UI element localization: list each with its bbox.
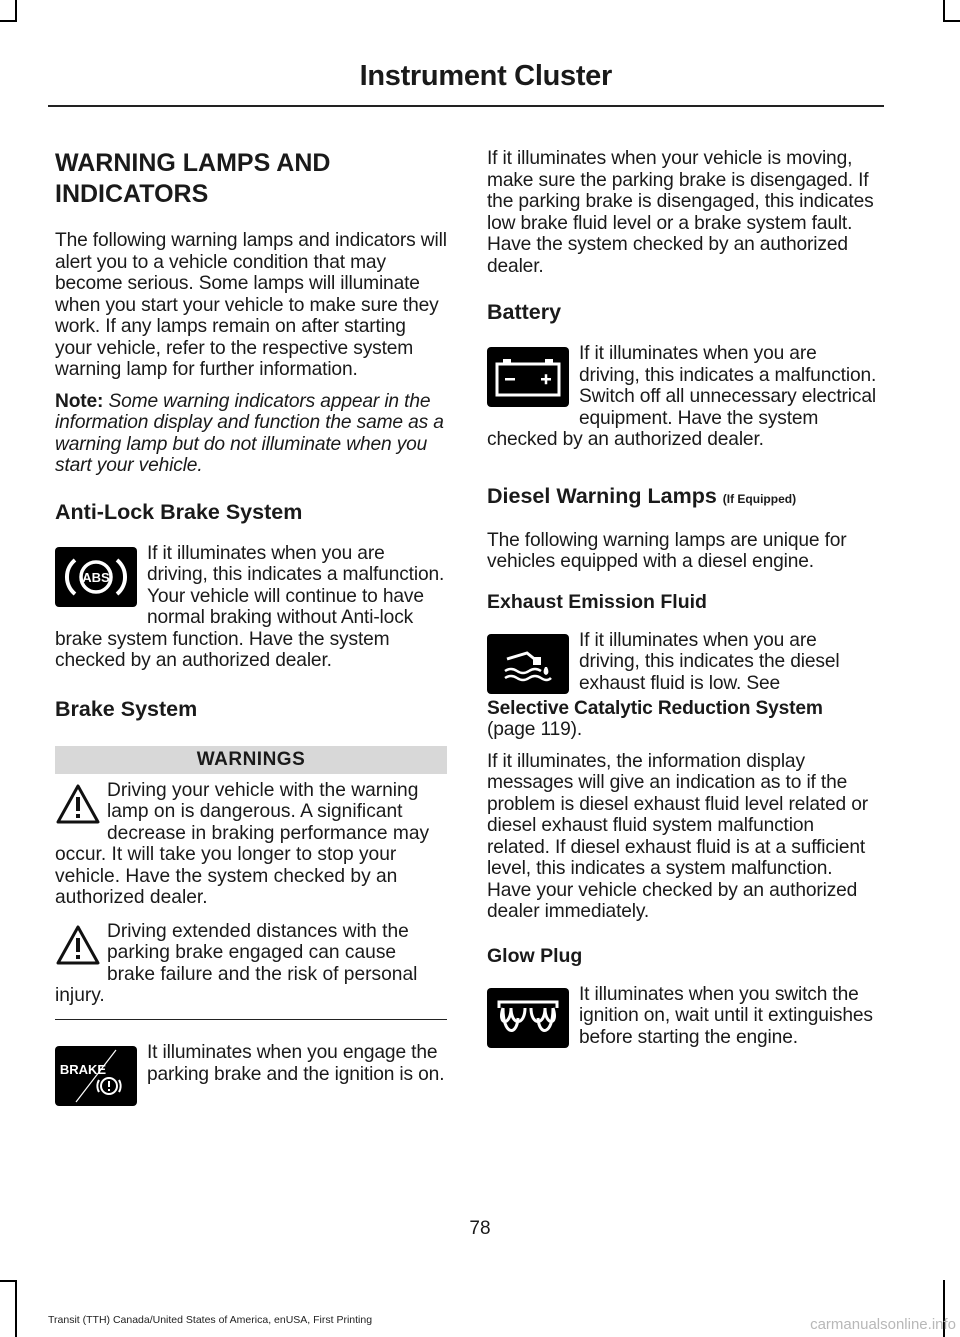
abs-heading: Anti-Lock Brake System [55, 499, 303, 524]
exhaust-fluid-icon [487, 634, 569, 694]
note-paragraph [55, 391, 447, 477]
crop-mark [943, 0, 945, 22]
battery-heading: Battery [487, 300, 562, 324]
brake-warning-1 [55, 780, 447, 909]
brake-warning-2 [55, 921, 447, 1007]
intro-paragraph: The following warning lamps and indicators will alert you to a vehicle condition that may become serious. Some lamps will illuminate when you start your vehicle to make sure they work. If any lamps remain on after starting your vehicle, refer to the respective system warning lamp for further information. [55, 230, 447, 380]
def-reference [487, 698, 879, 741]
brake-warning-icon [55, 1046, 137, 1106]
caution-triangle-icon [55, 782, 101, 826]
brake-icon-text: BRAKE [59, 1062, 107, 1077]
abs-warning-icon [55, 547, 137, 607]
warnings-bar: WARNINGS [55, 746, 447, 774]
brake-warning-2-text: Driving extended distances with the parking brake engaged can cause brake failure and the risk of personal injury. [55, 920, 418, 1006]
page-number: 78 [469, 1218, 491, 1239]
brake-lamp-text: It illuminates when you engage the parking brake and the ignition is on. [147, 1042, 445, 1085]
warnings-divider [55, 1019, 447, 1021]
note-label: Note: [55, 390, 104, 412]
crop-mark [0, 1280, 17, 1282]
abs-text: If it illuminates when you are driving, this indicates a malfunction. Your vehicle will continue to have normal braking without Anti-lock brake system function. Have the system checked by an authorized dealer. [55, 542, 445, 671]
brake-warning-1-text: Driving your vehicle with the warning lamp on is dangerous. A significant decrease in braking performance may occur. It will take you longer to stop your vehicle. Have the system checked by an authorized dealer. [55, 779, 430, 908]
header-divider [48, 105, 884, 107]
scr-link[interactable]: Selective Catalytic Reduction System [487, 697, 823, 719]
battery-icon [487, 347, 569, 407]
glow-plug-heading: Glow Plug [487, 944, 583, 967]
abs-icon-text: ABS [82, 569, 110, 585]
crop-mark [0, 20, 17, 22]
diesel-intro: The following warning lamps are unique for vehicles equipped with a diesel engine. [487, 529, 847, 572]
battery-block [487, 343, 879, 461]
watermark: carmanualsonline.info [810, 1316, 956, 1333]
note-text: Some warning indicators appear in the information display and function the same as a warning lamp but do not illuminate when you start your vehicle. [55, 390, 444, 476]
def-block [487, 630, 879, 751]
glow-plug-block [487, 984, 879, 1059]
crop-mark [15, 1280, 17, 1337]
crop-mark [15, 0, 17, 22]
def-text-body: If it illuminates when you are driving, this indicates the diesel exhaust fluid is low. See [579, 629, 840, 694]
right-column [487, 148, 879, 1058]
glow-plug-icon [487, 988, 569, 1048]
crop-mark [943, 20, 960, 22]
brake-lamp-block [55, 1042, 447, 1110]
diesel-heading [487, 483, 879, 512]
diesel-heading-text: Diesel Warning Lamps [487, 483, 717, 508]
brake-continued-text: If it illuminates when your vehicle is moving, make sure the parking brake is disengaged. If the parking brake is disengaged, this indicates low brake fluid level or a brake system fault. Have the system checked by an authorized dealer. [487, 148, 874, 277]
caution-triangle-icon [55, 923, 101, 967]
diesel-heading-suffix: (If Equipped) [722, 491, 797, 506]
abs-block [55, 543, 447, 682]
footer-text: Transit (TTH) Canada/United States of America, enUSA, First Printing [48, 1314, 373, 1326]
def-details: If it illuminates, the information display messages will give an indication as to if the problem is diesel exhaust fluid level related or diesel exhaust fluid system malfunction related. If diesel exhaust fluid is at a sufficient level, this indicates a system malfunction. Have your vehicle checked by an authorized dealer immediately. [487, 750, 869, 922]
left-column [55, 140, 447, 1110]
glow-plug-text: It illuminates when you switch the ignition on, wait until it extinguishes before starting the engine. [579, 983, 873, 1048]
def-page-ref: (page 119). [487, 719, 583, 740]
brake-heading: Brake System [55, 696, 198, 721]
section-heading: WARNING LAMPS AND INDICATORS [55, 149, 331, 208]
battery-text: If it illuminates when you are driving, this indicates a malfunction. Switch off all unnecessary electrical equipment. Have the system checked by an authorized dealer. [487, 343, 877, 450]
def-heading: Exhaust Emission Fluid [487, 590, 707, 613]
page-title: Instrument Cluster [359, 60, 612, 92]
